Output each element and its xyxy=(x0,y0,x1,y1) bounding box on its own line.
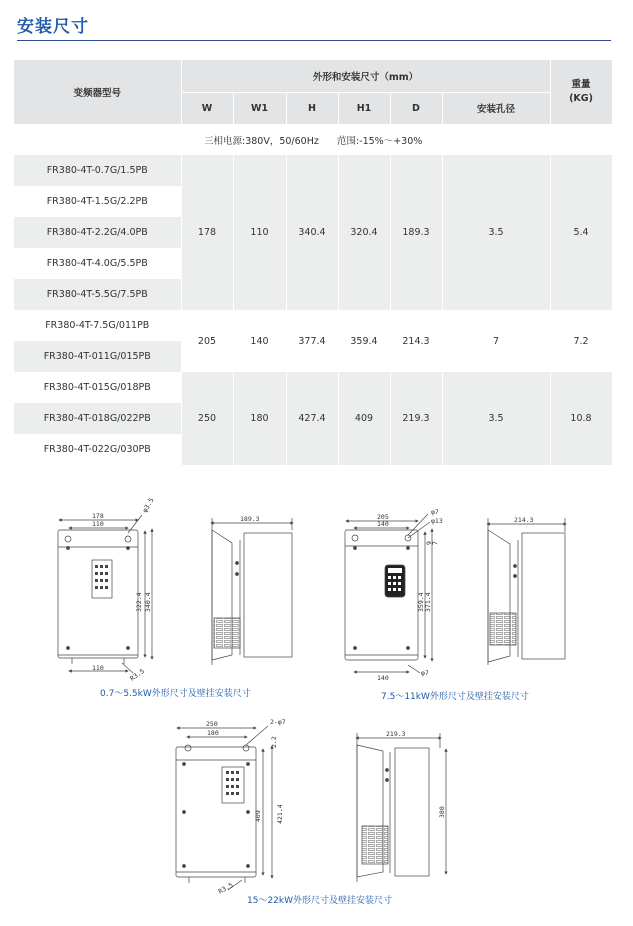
cell-h1: 320.4 xyxy=(338,155,390,310)
dim-label: 9 xyxy=(425,541,433,545)
dim-label: 250 xyxy=(206,720,218,728)
dim-label: 371.4 xyxy=(424,592,432,612)
drawing-2-front xyxy=(345,514,432,673)
cell-hole: 7 xyxy=(442,310,550,372)
drawing-1-side xyxy=(212,518,292,665)
cell-d: 214.3 xyxy=(390,310,442,372)
cell-d: 219.3 xyxy=(390,372,442,465)
cell-h: 377.4 xyxy=(286,310,338,372)
dimension-table xyxy=(14,60,613,465)
dim-label: φ7 xyxy=(431,508,439,516)
dim-label: 205 xyxy=(377,513,389,521)
dim-label: R3.5 xyxy=(128,667,146,683)
drawing-1-caption: 0.7～5.5kW外形尺寸及壁挂安装尺寸 xyxy=(100,689,251,699)
header-hole: 安装孔径 xyxy=(442,92,550,124)
dim-label: 180 xyxy=(207,729,219,737)
dim-label: 140 xyxy=(377,674,389,682)
drawing-2-side xyxy=(488,518,565,665)
table-row-model: FR380-4T-022G/030PB xyxy=(14,434,181,465)
table-row-model: FR380-4T-7.5G/011PB xyxy=(14,310,181,341)
dim-label: 409 xyxy=(254,810,262,822)
drawing-3-caption: 15～22kW外形尺寸及壁挂安装尺寸 xyxy=(247,896,393,906)
table-row-model: FR380-4T-0.7G/1.5PB xyxy=(14,155,181,186)
dim-label: 2-φ7 xyxy=(270,718,286,726)
cell-w: 205 xyxy=(181,310,233,372)
header-w: W xyxy=(181,92,233,124)
cell-w1: 180 xyxy=(233,372,286,465)
cell-w: 250 xyxy=(181,372,233,465)
cell-h: 427.4 xyxy=(286,372,338,465)
cell-h: 340.4 xyxy=(286,155,338,310)
header-d: D xyxy=(390,92,442,124)
cell-w1: 140 xyxy=(233,310,286,372)
dim-label: 110 xyxy=(92,520,104,528)
dim-label: 2.2 xyxy=(270,736,278,748)
dim-label: 219.3 xyxy=(386,730,406,738)
dim-label: φ3.5 xyxy=(140,496,156,514)
header-weight: 重量 (KG) xyxy=(550,60,612,124)
drawing-2-caption: 7.5～11kW外形尺寸及壁挂安装尺寸 xyxy=(381,692,529,702)
header-h: H xyxy=(286,92,338,124)
header-h1: H1 xyxy=(338,92,390,124)
dim-label: 359.4 xyxy=(417,592,425,612)
dim-label: 189.3 xyxy=(240,515,260,523)
dim-label: φ7 xyxy=(421,669,429,677)
cell-weight: 7.2 xyxy=(550,310,612,372)
dim-label: 214.3 xyxy=(514,516,534,524)
dim-label: 322.4 xyxy=(135,592,143,612)
dim-label: φ13 xyxy=(431,517,443,525)
table-row-model: FR380-4T-2.2G/4.0PB xyxy=(14,217,181,248)
cell-w1: 110 xyxy=(233,155,286,310)
page-title: 安装尺寸 xyxy=(17,17,89,37)
dim-label: R3.5 xyxy=(217,880,235,896)
table-row-model: FR380-4T-5.5G/7.5PB xyxy=(14,279,181,310)
table-row-model: FR380-4T-4.0G/5.5PB xyxy=(14,248,181,279)
dim-label: 340.4 xyxy=(144,592,152,612)
cell-w: 178 xyxy=(181,155,233,310)
cell-weight: 5.4 xyxy=(550,155,612,310)
cell-hole: 3.5 xyxy=(442,155,550,310)
dim-label: 7 xyxy=(431,541,439,545)
table-row-model: FR380-4T-015G/018PB xyxy=(14,372,181,403)
power-note: 三相电源:380V，50/60Hz 范围:-15%～+30% xyxy=(14,124,612,155)
table-row-model: FR380-4T-018G/022PB xyxy=(14,403,181,434)
table-row-model: FR380-4T-1.5G/2.2PB xyxy=(14,186,181,217)
header-dimensions: 外形和安装尺寸（mm） xyxy=(181,60,550,92)
cell-h1: 409 xyxy=(338,372,390,465)
header-model: 变频器型号 xyxy=(14,60,181,124)
dim-label: 178 xyxy=(92,512,104,520)
drawing-1-front xyxy=(58,515,152,673)
dim-label: 110 xyxy=(92,664,104,672)
cell-hole: 3.5 xyxy=(442,372,550,465)
cell-weight: 10.8 xyxy=(550,372,612,465)
dim-label: 421.4 xyxy=(276,804,284,824)
dim-label: 140 xyxy=(377,520,389,528)
cell-d: 189.3 xyxy=(390,155,442,310)
table-row-model: FR380-4T-011G/015PB xyxy=(14,341,181,372)
dim-label: 380 xyxy=(438,806,446,818)
header-w1: W1 xyxy=(233,92,286,124)
title-divider xyxy=(17,40,611,41)
drawing-3-front xyxy=(176,726,272,890)
drawing-3-side xyxy=(357,733,446,882)
cell-h1: 359.4 xyxy=(338,310,390,372)
